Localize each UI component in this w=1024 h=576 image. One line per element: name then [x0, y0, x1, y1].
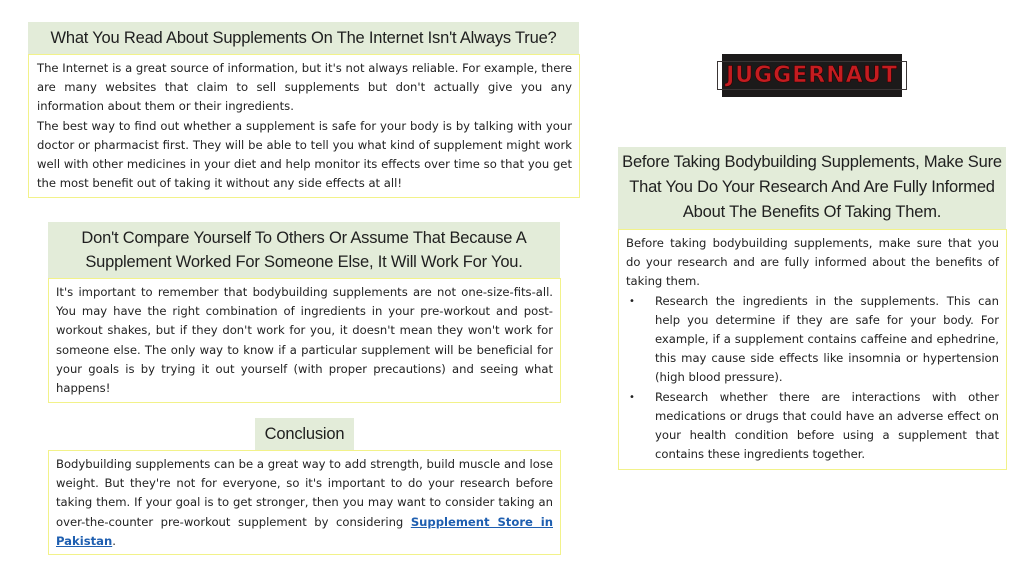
bullet-icon: •	[629, 391, 635, 403]
section-heading-dont-compare: Don't Compare Yourself To Others Or Assume That Because A Supplement Worked For Someone Else, It Will Work For You.	[48, 222, 560, 278]
paragraph: It's important to remember that bodybuilding supplements are not one-size-fits-all. You may have the right combination of ingredients in your pre-workout and post-workout shakes, but if they don't work for you, it doesn't mean they won't work for someone else. The only way to know if a particular supplement will be beneficial for your goals is by trying it out yourself (with proper precautions) and seeing what happens!	[56, 285, 553, 396]
juggernaut-logo	[722, 54, 902, 97]
section-text-dont-compare	[48, 278, 561, 403]
list-item: • Research the ingredients in the supplements. This can help you determine if they are safe for your body. For example, if a supplement contains caffeine and ephedrine, this may cause side effects like insomnia or hypertension (high blood pressure).	[629, 293, 999, 385]
section-heading-conclusion: Conclusion	[255, 418, 354, 450]
bullet-icon: •	[629, 295, 635, 307]
paragraph: The Internet is a great source of information, but it's not always reliable. For example, there are many websites that claim to sell supplements but don't actually give you any information about them or their ingredients.	[37, 61, 572, 114]
section-heading-internet-truth: What You Read About Supplements On The Internet Isn't Always True?	[28, 22, 579, 54]
bullet-list	[626, 292, 999, 465]
section-text-internet-truth	[28, 54, 580, 198]
paragraph: Before taking bodybuilding supplements, make sure that you do your research and are fully informed about the benefits of taking them.	[626, 236, 999, 289]
paragraph: Bodybuilding supplements can be a great way to add strength, build muscle and lose weight. But they're not for everyone, so it's important to do your research before taking them. If your goal is to get stronger, then you may want to consider taking an over-the-counter pre-workout supplement by considering Supplement Store in Pakistan.	[56, 457, 553, 548]
section-text-conclusion	[48, 450, 561, 555]
section-heading-before-taking: Before Taking Bodybuilding Supplements, Make Sure That You Do Your Research And Are Fully Informed About The Benefits Of Taking Them.	[618, 147, 1006, 229]
logo-text: JUGGERNAUT	[717, 61, 907, 90]
list-item: • Research whether there are interactions with other medications or drugs that could have an adverse effect on your health condition before using a supplement that contains these ingredients together.	[629, 389, 999, 462]
supplement-store-link[interactable]: Supplement Store in Pakistan	[56, 514, 553, 548]
section-text-before-taking	[618, 229, 1007, 470]
paragraph: The best way to find out whether a supplement is safe for your body is by talking with your doctor or pharmacist first. They will be able to tell you what kind of supplement might work well with other medicines in your diet and help monitor its effects over time so that you get the most benefit out of taking it without any side effects at all!	[37, 118, 572, 191]
